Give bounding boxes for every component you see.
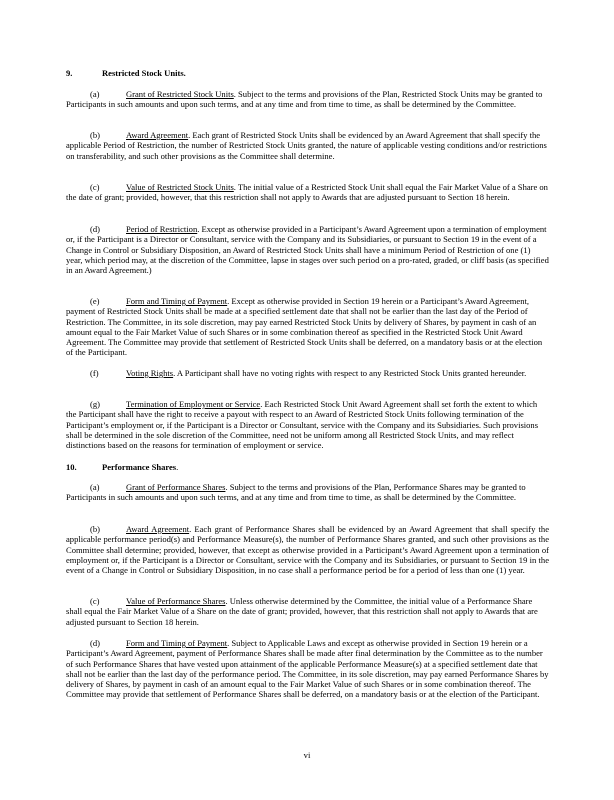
paragraph-label: (a)	[90, 482, 100, 492]
paragraph-heading: Voting Rights	[126, 368, 174, 378]
paragraph-heading: Value of Performance Shares	[126, 596, 226, 606]
section-title: Performance Shares	[102, 462, 177, 472]
section-9-paragraph-e	[66, 296, 549, 358]
paragraph-text: . Subject to the terms and provisions of the Plan, Restricted Stock Units may be granted to Participants in such amounts and upon such terms, and at any time and from time to time, as shall be determined by the Committee.	[66, 89, 543, 110]
paragraph-heading: Grant of Performance Shares	[126, 482, 226, 492]
paragraph-text: . The initial value of a Restricted Stock Unit shall equal the Fair Market Value of a Share on the date of grant; provided, however, that this restriction shall not apply to Awards that are adjusted pursuant to Section 18 herein.	[66, 182, 548, 203]
section-9-paragraph-g	[66, 399, 549, 450]
paragraph-heading: Termination of Employment or Service	[126, 399, 261, 409]
paragraph-heading: Value of Restricted Stock Units	[126, 182, 234, 192]
paragraph-heading: Form and Timing of Payment	[126, 296, 228, 306]
paragraph-label: (c)	[90, 182, 100, 192]
section-9-paragraph-d	[66, 224, 549, 275]
section-number: 9.	[66, 68, 73, 78]
section-9-paragraph-f	[66, 368, 549, 378]
paragraph-label: (b)	[90, 524, 100, 534]
section-10-heading	[66, 462, 178, 472]
paragraph-heading: Award Agreement	[126, 130, 189, 140]
paragraph-text: . Subject to the terms and provisions of the Plan, Performance Shares may be granted to Participants in such amounts and upon such terms, and at any time and from time to time, as shall be determined by the Committee.	[66, 482, 526, 503]
paragraph-label: (f)	[90, 368, 99, 378]
section-9-paragraph-b	[66, 130, 549, 161]
section-title-suffix: .	[176, 462, 179, 472]
section-10-paragraph-c	[66, 596, 549, 627]
paragraph-text: . Except as otherwise provided in Section 19 herein or a Participant’s Award Agreement, payment of Restricted Stock Units shall be made at a specified settlement date that shall not be earlier than the last day of the Period of Restriction. The Committee, in its sole discretion, may pay earned Restricted Stock Units by delivery of Shares, by payment in cash of an amount equal to the Fair Market Value of such Shares or in some combination thereof as specified in the Restricted Stock Unit Award Agreement. The Committee may provide that settlement of Restricted Stock Units shall be deferred, on a mandatory basis or at the election of the Participant.	[66, 296, 543, 358]
paragraph-label: (a)	[90, 89, 100, 99]
section-9-paragraph-c	[66, 182, 549, 203]
paragraph-heading: Form and Timing of Payment	[126, 638, 228, 648]
paragraph-text: . Subject to Applicable Laws and except as otherwise provided in Section 19 herein or a Participant’s Award Agreement, payment of Performance Shares shall be made after final determination by the Committee as to the number of such Performance Shares that have vested upon attainment of the applicable Performance Measure(s) at a specified settlement date that shall not be earlier than the last day of the performance period. The Committee, in its sole discretion, may pay earned Performance Shares by delivery of Shares, by payment in cash of an amount equal to the Fair Market Value of such Shares or in some combination thereof. The Committee may provide that settlement of Performance Shares shall be deferred, on a mandatory basis or at the election of the Participant.	[66, 638, 549, 700]
paragraph-heading: Grant of Restricted Stock Units	[126, 89, 234, 99]
page-number: vi	[303, 750, 311, 760]
section-title: Restricted Stock Units.	[102, 68, 186, 78]
paragraph-label: (d)	[90, 638, 100, 648]
paragraph-label: (g)	[90, 399, 100, 409]
paragraph-label: (c)	[90, 596, 100, 606]
section-9-paragraph-a	[66, 89, 549, 110]
paragraph-label: (d)	[90, 224, 100, 234]
paragraph-text: . Each Restricted Stock Unit Award Agreement shall set forth the extent to which the Participant shall have the right to receive a payout with respect to an Award of Restricted Stock Units following termination of the Participant’s employment or, if the Participant is a Director or Consultant, service with the Company and its Subsidiaries. Such provisions shall be determined in the sole discretion of the Committee, need not be uniform among all Restricted Stock Units, and may reflect distinctions based on the reasons for termination of employment or service.	[66, 399, 539, 451]
paragraph-text: . Each grant of Performance Shares shall be evidenced by an Award Agreement that shall specify the applicable performance period(s) and Performance Measure(s), the number of Performance Shares granted, and such other provisions as the Committee shall determine; provided, however, that except as otherwise provided in a Participant’s Award Agreement upon a termination of employment or, if the Participant is a Director or Consultant, service with the Company and its Subsidiaries, or pursuant to Section 19 in the event of a Change in Control or Subsidiary Disposition, in no case shall a performance period be for a period of less than one (1) year.	[66, 524, 549, 576]
section-10-paragraph-a	[66, 482, 549, 503]
section-9-heading	[66, 68, 186, 78]
section-10-paragraph-d	[66, 638, 549, 700]
paragraph-label: (b)	[90, 130, 100, 140]
paragraph-heading: Period of Restriction	[126, 224, 198, 234]
section-10-paragraph-b	[66, 524, 549, 575]
paragraph-label: (e)	[90, 296, 100, 306]
paragraph-text: . Except as otherwise provided in a Participant’s Award Agreement upon a termination of employment or, if the Participant is a Director or Consultant, service with the Company and its Subsidiaries, or pursuant to Section 19 in the event of a Change in Control or Subsidiary Disposition, an Award of Restricted Stock Units shall have a minimum Period of Restriction of one (1) year, which period may, at the discretion of the Committee, lapse in stages over such period on a pro-rated, graded, or cliff basis (as specified in an Award Agreement.)	[66, 224, 549, 276]
paragraph-text: . Each grant of Restricted Stock Units shall be evidenced by an Award Agreement that shall specify the applicable Period of Restriction, the number of Restricted Stock Units granted, the nature of applicable vesting conditions and/or restrictions on transferability, and such other provisions as the Committee shall determine.	[66, 130, 547, 161]
section-number: 10.	[66, 462, 77, 472]
paragraph-text: . Unless otherwise determined by the Committee, the initial value of a Performance Share shall equal the Fair Market Value of a Share on the date of grant; provided, however, that this restriction shall not apply to Awards that are adjusted pursuant to Section 18 herein.	[66, 596, 538, 627]
paragraph-text: . A Participant shall have no voting rights with respect to any Restricted Stock Units granted hereunder.	[173, 368, 527, 378]
paragraph-heading: Award Agreement	[126, 524, 190, 534]
